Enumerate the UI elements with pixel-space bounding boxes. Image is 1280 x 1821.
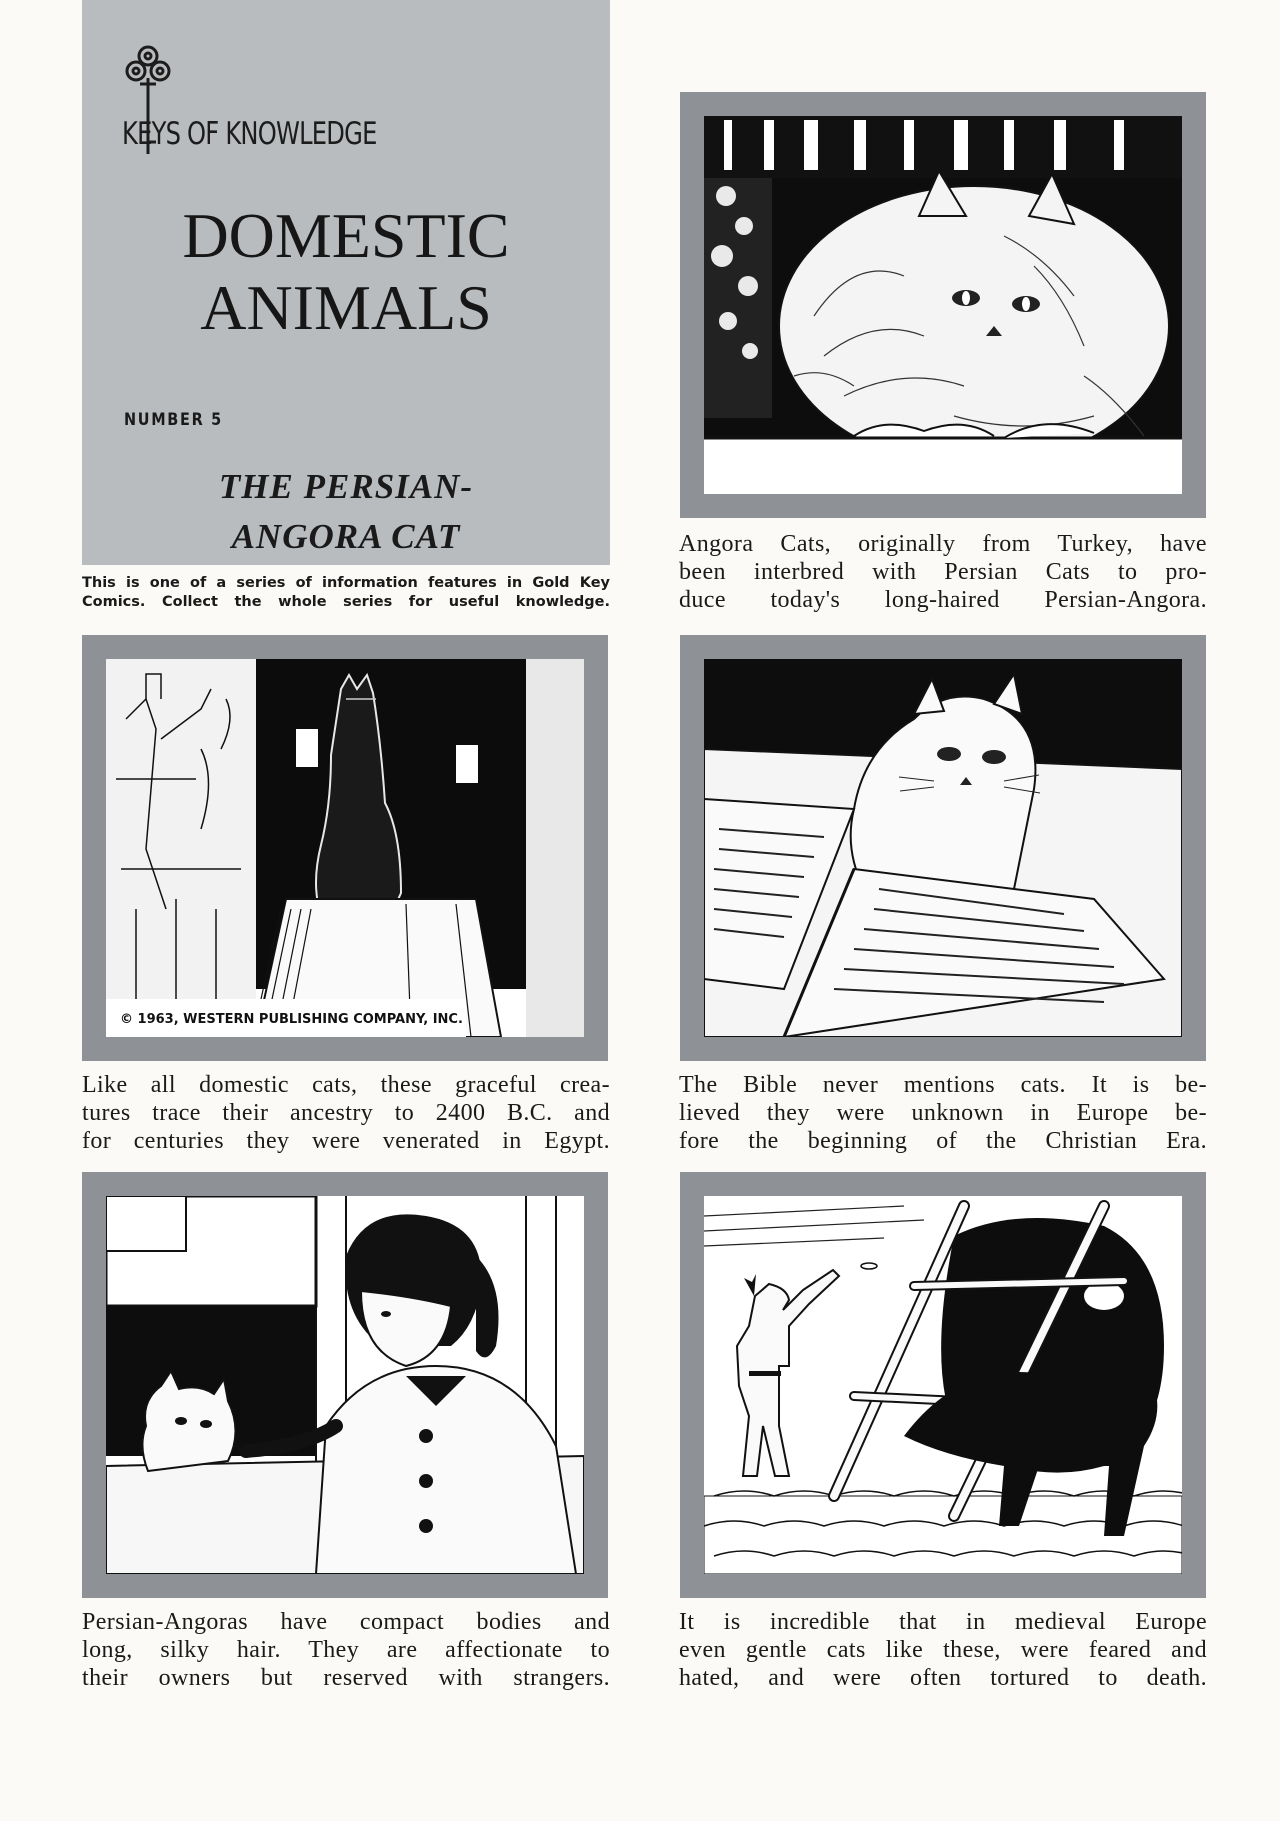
caption-egyptian-cat [82, 1071, 610, 1155]
kitten-bible-illustration [704, 659, 1182, 1037]
caption-line: The Bible never mentions cats. It is be- [679, 1072, 1207, 1098]
caption-kitten-bible [679, 1071, 1207, 1155]
title-line-1: DOMESTIC [182, 200, 510, 271]
caption-girl-kitten [82, 1608, 610, 1692]
header-panel [82, 0, 610, 565]
series-name: KEYS OF KNOWLEDGE [122, 116, 377, 152]
persian-cat-illustration [704, 116, 1182, 494]
panel-egyptian-cat [82, 635, 608, 1061]
title-line-2: ANIMALS [200, 272, 492, 343]
caption-line: even gentle cats like these, were feared and [679, 1637, 1207, 1663]
caption-line: lieved they were unknown in Europe be- [679, 1100, 1207, 1126]
egyptian-cat-illustration [106, 659, 584, 1037]
intro-text [82, 574, 610, 612]
caption-line: tures trace their ancestry to 2400 B.C. and [82, 1100, 610, 1126]
intro-line-1: This is one of a series of information features in Gold Key [82, 575, 610, 591]
caption-line: Like all domestic cats, these graceful crea- [82, 1072, 610, 1098]
caption-line: duce today's long-haired Persian-Angora. [679, 587, 1207, 613]
panel-kitten-bible [680, 635, 1206, 1061]
title [82, 200, 610, 344]
subtitle-line-1: THE PERSIAN- [218, 467, 474, 506]
caption-line: been interbred with Persian Cats to pro- [679, 559, 1207, 585]
girl-kitten-illustration [106, 1196, 584, 1574]
caption-line: their owners but reserved with strangers. [82, 1665, 610, 1691]
medieval-cat-illustration [704, 1196, 1182, 1574]
copyright-notice: © 1963, WESTERN PUBLISHING COMPANY, INC. [120, 1012, 463, 1027]
subtitle [82, 462, 610, 562]
intro-line-2: Comics. Collect the whole series for useful knowledge. [82, 594, 610, 610]
issue-number: NUMBER 5 [124, 410, 223, 430]
caption-line: Angora Cats, originally from Turkey, have [679, 531, 1207, 557]
panel-persian-cat [680, 92, 1206, 518]
caption-persian-cat [679, 530, 1207, 614]
panel-girl-kitten [82, 1172, 608, 1598]
caption-line: long, silky hair. They are affectionate to [82, 1637, 610, 1663]
caption-line: hated, and were often tortured to death. [679, 1665, 1207, 1691]
caption-line: Persian-Angoras have compact bodies and [82, 1609, 610, 1635]
caption-line: for centuries they were venerated in Egypt. [82, 1128, 610, 1154]
caption-line: fore the beginning of the Christian Era. [679, 1128, 1207, 1154]
subtitle-line-2: ANGORA CAT [231, 517, 461, 556]
caption-medieval-cat [679, 1608, 1207, 1692]
panel-medieval-cat [680, 1172, 1206, 1598]
caption-line: It is incredible that in medieval Europe [679, 1609, 1207, 1635]
